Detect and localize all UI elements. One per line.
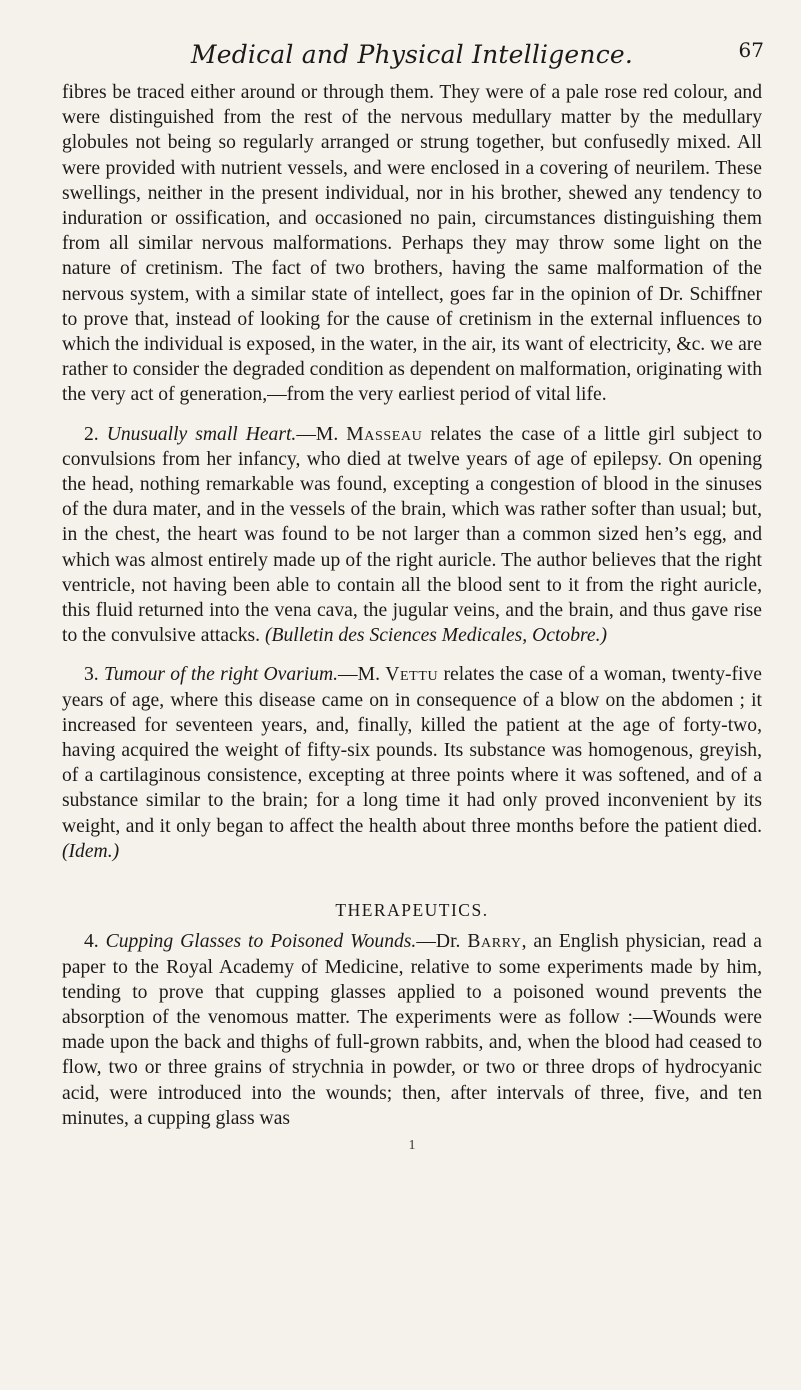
item-title: Unusually small Heart. (106, 423, 297, 445)
item-dash: —Dr. (416, 931, 468, 953)
item-title: Cupping Glasses to Poisoned Wounds. (105, 931, 417, 953)
running-title: Medical and Physical Intelligence. (190, 40, 634, 69)
item-dash: —M. (296, 423, 347, 445)
page-header (62, 40, 762, 74)
body-text (62, 80, 762, 1158)
item-source: (Idem.) (62, 840, 120, 862)
item-text: relates the case of a little girl subject to convulsions from her infancy, who died at twelve years of age of epilepsy. On opening the head, nothing remarkable was found, excepting a congestion of blood in the sinuses of the dura mater, and in the vessels of the brain, which was rather softer than usual; but, in the chest, the heart was found to be not larger than a common sized hen’s egg, and which was almost entirely made up of the right auricle. The author believes that the right ventricle, not having been able to contain all the blood sent to it from the right auricle, this fluid returned into the vena cava, the jugular veins, and the brain, and thus gave rise to the convulsive attacks. (62, 423, 762, 647)
signature-mark: 1 (408, 1137, 416, 1153)
item-text: relates the case of a woman, twenty-five years of age, where this disease came on in consequence of a blow on the abdomen ; it increased for seventeen years, and, finally, killed the patient at the age of forty-two, having acquired the weight of fifty-six pounds. Its substance was homogenous, greyish, of a cartilaginous consistence, excepting at three points where it was softened, and of a substance similar to the brain; for a long time it had only proved inconvenient by its weight, and it only began to affect the health about three months before the patient died. (62, 664, 762, 837)
item-author: Barry (467, 931, 522, 953)
paragraph-continuation: fibres be traced either around or through them. They were of a pale rose red colour, and were distinguished from the rest of the nervous medullary matter by the medullary globules not being so regularly arranged or strung together, but confusedly mixed. All were provided with nutrient vessels, and were enclosed in a covering of neurilem. These swellings, neither in the present individual, nor in his brother, shewed any tendency to induration or ossification, and occasioned no pain, circumstances distinguishing them from all similar nervous malformations. Perhaps they may throw some light on the nature of cretinism. The fact of two brothers, having the same malformation of the nervous system, with a similar state of intellect, goes far in the opinion of Dr. Schiffner to prove that, instead of looking for the cause of cretinism in the external influences to which the individual is exposed, in the water, in the air, its want of electricity, &c. we are rather to consider the degraded condition as dependent on malformation, originating with the very act of generation,—from the very earliest period of vital life. (62, 82, 762, 406)
item-title: Tumour of the right Ovarium. (104, 664, 339, 686)
item-number: 2. (84, 423, 99, 445)
item-author: Masseau (346, 423, 423, 445)
page-number: 67 (738, 38, 764, 62)
paragraph-cupping-glasses (62, 929, 762, 1131)
item-author: Vettu (385, 664, 439, 686)
item-source: (Bulletin des Sciences Medicales, Octobre.) (264, 625, 608, 647)
item-dash: —M. (338, 664, 386, 686)
item-number: 3. (84, 664, 99, 686)
item-number: 4. (84, 931, 99, 953)
paragraph-unusually-small-heart (62, 422, 762, 649)
page (62, 40, 762, 1158)
section-heading-therapeutics: THERAPEUTICS. (335, 900, 489, 921)
item-text: , an English physician, read a paper to the Royal Academy of Medicine, relative to some experiments made by him, tending to prove that cupping glasses applied to a poisoned wound prevents the absorption of the venomous matter. The experiments were as follow :—Wounds were made upon the back and thighs of full-grown rabbits, and, when the blood had ceased to flow, two or three grains of strychnia in powder, or two or three drops of hydrocyanic acid, were introduced into the wounds; then, after intervals of three, five, and ten minutes, a cupping glass was (62, 931, 763, 1129)
paragraph-tumour-ovarium (62, 662, 762, 864)
